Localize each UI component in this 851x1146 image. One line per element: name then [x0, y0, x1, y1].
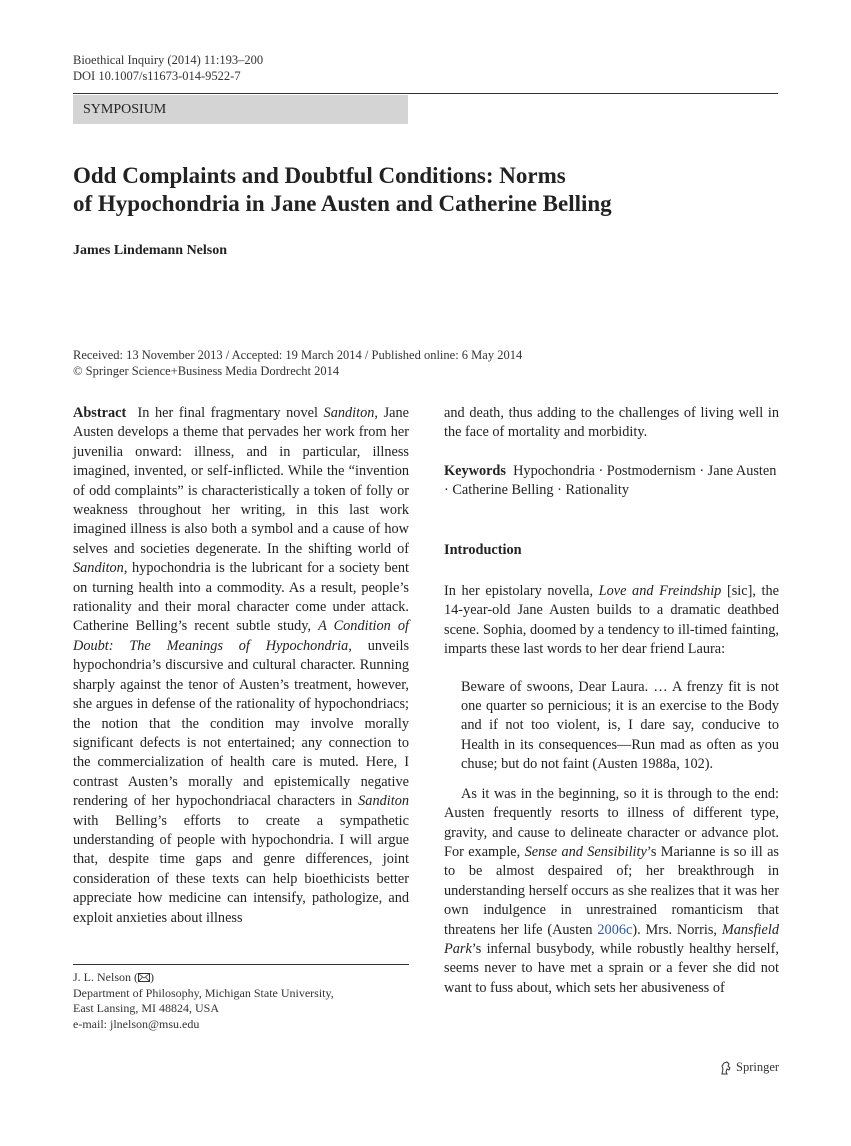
abstract-continued: and death, thus adding to the challenges of living well in the face of mortality and morbidity.	[444, 405, 779, 441]
intro-paragraph-2: As it was in the beginning, so it is through to the end: Austen frequently resorts to illness of different type, gravity, and cause to delineate character or advance plot. For example, Sense and Sensibility’s Marianne is so ill as to be almost despaired of; her breakthrough in understanding herself occurs as she realizes that it was her own indulgence in unrestrained romanticism that threatens her life (Austen 2006c). Mrs. Norris, Mansfield Park’s infernal busybody, while robustly healthy herself, seems never to have met a sprain or a fever she did not want to fuss about, which sets her abusiveness of	[444, 785, 779, 996]
header-rule	[73, 93, 778, 94]
date-history: Received: 13 November 2013 / Accepted: 19 March 2014 / Published online: 6 May 2014	[73, 348, 523, 362]
keywords: Keywords Hypochondria · Postmodernism · Jane Austen · Catherine Belling · Rationality	[444, 462, 777, 499]
copyright-icon: ©	[73, 364, 83, 378]
publication-dates	[73, 347, 522, 379]
keywords-label: Keywords	[444, 462, 506, 479]
footnote-email: e-mail: jlnelson@msu.edu	[73, 1016, 200, 1031]
footnote-name: J. L. Nelson ( )	[73, 970, 154, 984]
author-name: James Lindemann Nelson	[73, 243, 228, 258]
publisher-logo	[720, 1060, 779, 1075]
title-line-1: Odd Complaints and Doubtful Conditions: Norms	[73, 163, 566, 188]
envelope-icon	[138, 973, 150, 982]
abstract: Abstract In her final fragmentary novel Sanditon, Jane Austen develops a theme that pervades her work from her juvenilia onward: illness, and in particular, illness imagined, invented, or self-inflicted. While the “invention of odd complaints” is characteristically a token of folly or weakness throughout her writing, in this last work imagined illness is also both a symbol and a cause of how selves and societies degenerate. In the shifting world of Sanditon, hypochondria is the lubricant for a society bent on turning health into a commodity. As a result, people’s rationality and their moral character come under attack. Catherine Belling’s recent subtle study, A Condition of Doubt: The Meanings of Hypochondria, unveils hypochondria’s discursive and cultural character. Running sharply against the tenor of Austen’s treatment, however, she argues in defense of the rationality of hypochondriacs; the notion that the condition may involve morally significant defects is not entertained; any connection to the commercialization of health care is muted. Here, I contrast Austen’s morally and epistemically negative rendering of her hypochondriacal characters in Sanditon with Belling’s efforts to create a sympathetic understanding of people with hypochondria. I will argue that, despite time gaps and genre differences, joint consideration of these texts can help bioethicists better appreciate how medicine can intensify, pathologize, and exploit anxieties about illness	[73, 405, 410, 926]
doi: DOI 10.1007/s11673-014-9522-7	[73, 69, 241, 83]
right-column	[444, 404, 779, 998]
author-footnote	[73, 970, 334, 1032]
journal-header	[73, 52, 263, 84]
block-quote: Beware of swoons, Dear Laura. … A frenzy fit is not one quarter so pernicious; it is an exercise to the Body and if not too violent, is, I dare say, conducive to Health in its consequences—Run mad as often as you chuse; but do not faint (Austen 1988a, 102).	[461, 678, 779, 773]
intro-paragraph-1: In her epistolary novella, Love and Freindship [sic], the 14-year-old Jane Austen builds to a dramatic deathbed scene. Sophia, doomed by a tendency to ill-timed fainting, imparts these last words to her dear friend Laura:	[444, 583, 780, 658]
article-title	[73, 162, 773, 218]
abstract-label: Abstract	[73, 405, 127, 421]
citation-link[interactable]: 2006c	[597, 921, 633, 938]
footnote-department: Department of Philosophy, Michigan State University,	[73, 985, 334, 1000]
title-line-2: of Hypochondria in Jane Austen and Catherine Belling	[73, 191, 612, 216]
copyright-line: © Springer Science+Business Media Dordrecht 2014	[73, 364, 340, 378]
introduction-heading: Introduction	[444, 541, 522, 558]
springer-horse-icon	[720, 1061, 732, 1075]
journal-citation: Bioethical Inquiry (2014) 11:193–200	[73, 53, 264, 67]
left-column	[73, 404, 409, 928]
footnote-address: East Lansing, MI 48824, USA	[73, 1001, 219, 1015]
section-label: SYMPOSIUM	[73, 95, 408, 124]
publisher-name: Springer	[736, 1060, 780, 1074]
footnote-rule	[73, 964, 409, 965]
